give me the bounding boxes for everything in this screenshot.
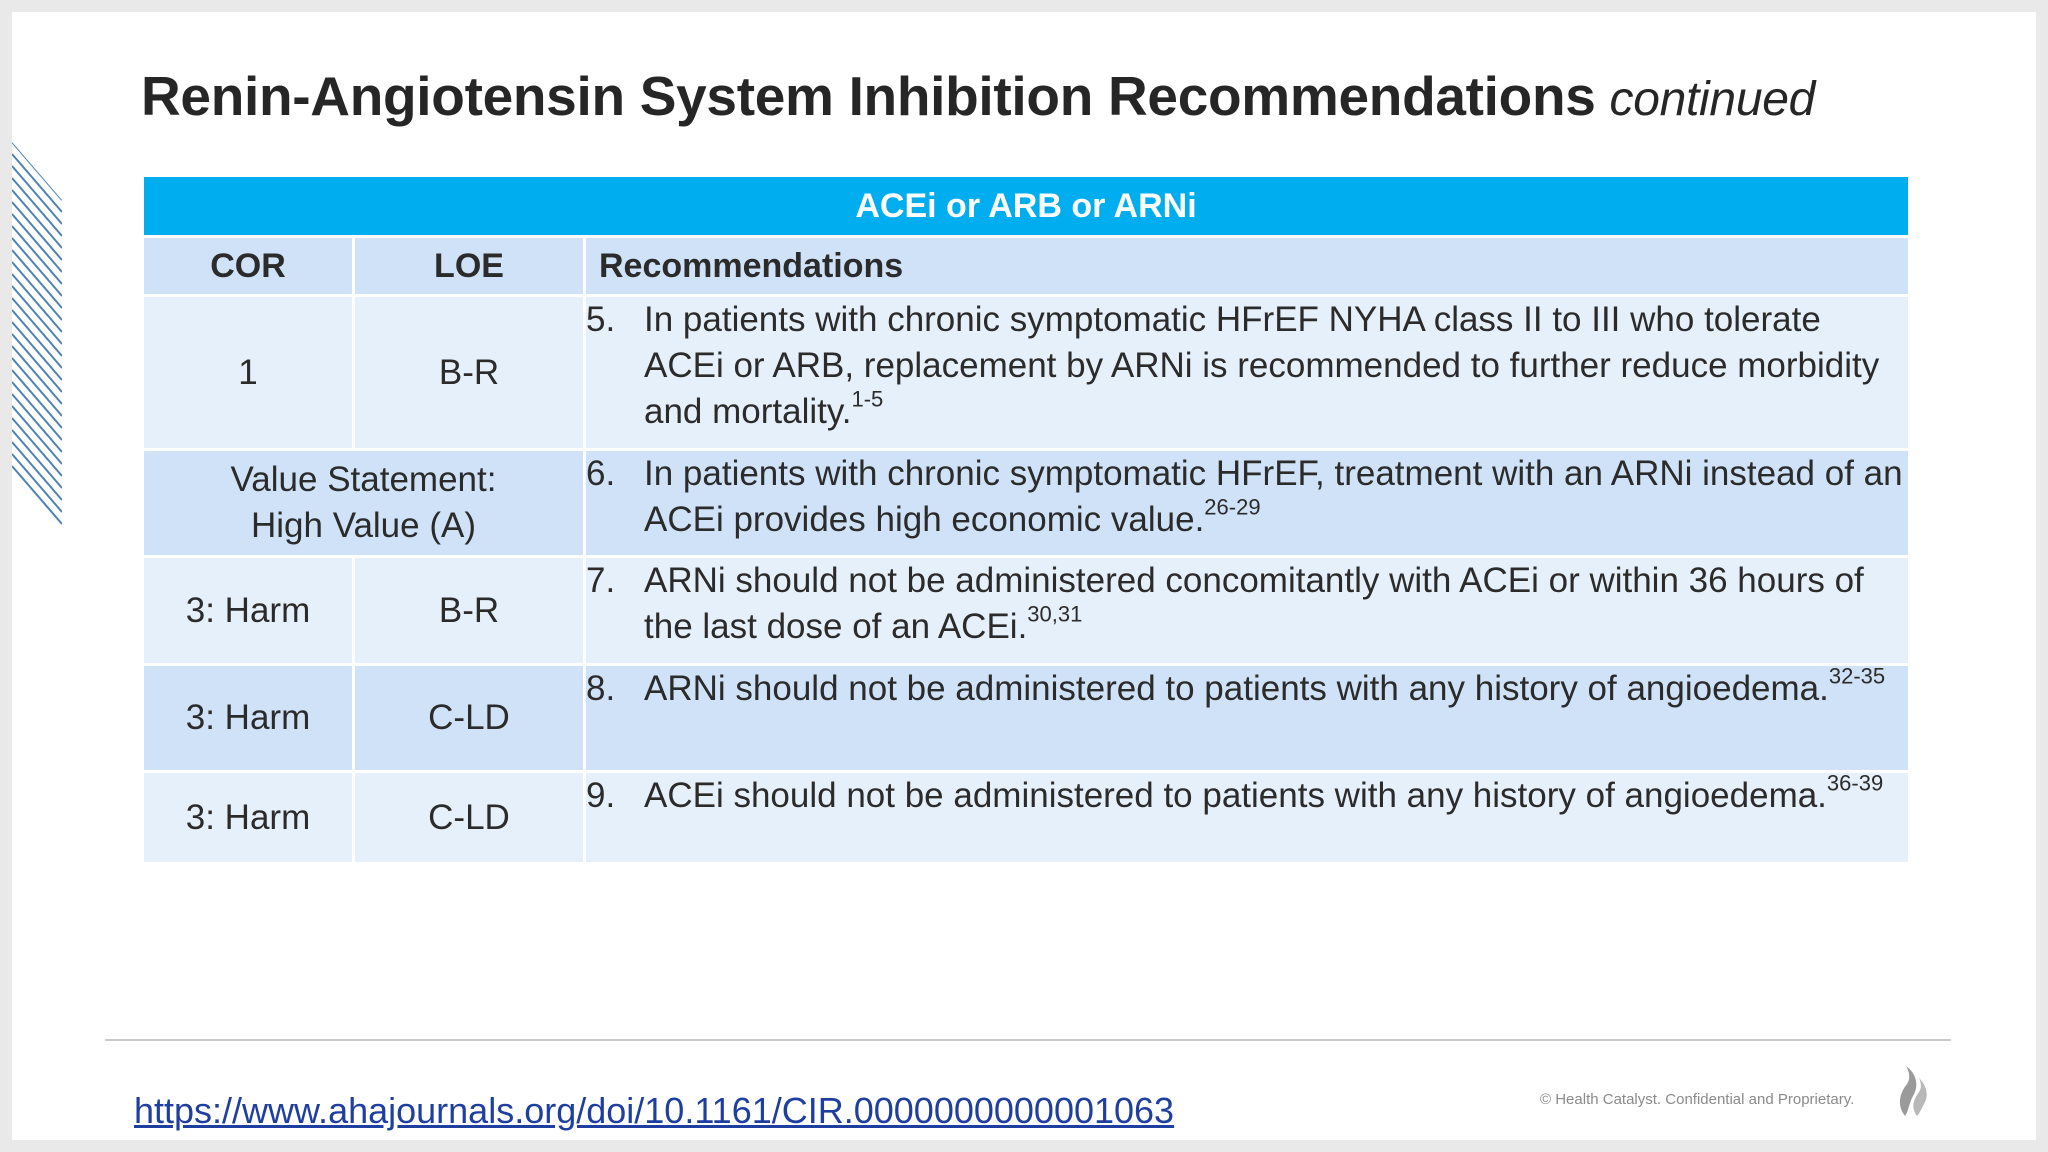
recommendation-text: In patients with chronic symptomatic HFrEF, treatment with an ARNi instead of an ACEi provides high economic value. [644, 454, 1903, 539]
table-row [143, 557, 1910, 665]
loe-cell: B-R [354, 557, 585, 665]
value-statement-cell [143, 450, 585, 557]
footer-divider [105, 1039, 1951, 1041]
cor-cell: 3: Harm [143, 665, 354, 772]
recommendation-text: ARNi should not be administered to patients with any history of angioedema. [644, 669, 1829, 708]
column-header-cor: COR [143, 237, 354, 296]
recommendation-cell [585, 772, 1910, 864]
recommendation-cell [585, 665, 1910, 772]
value-statement-value: High Value (A) [250, 506, 476, 545]
source-link[interactable]: https://www.ahajournals.org/doi/10.1161/CIR.0000000000001063 [134, 1090, 1175, 1131]
recommendation-number: 5. [586, 300, 616, 339]
recommendations-table [141, 174, 1911, 865]
diagonal-stripe-decoration [12, 142, 62, 527]
reference-superscript: 36-39 [1826, 770, 1884, 796]
loe-cell: B-R [354, 296, 585, 450]
recommendation-text: ARNi should not be administered concomitantly with ACEi or within 36 hours of the last dose of an ACEi. [644, 561, 1864, 646]
table-row [143, 296, 1910, 450]
reference-superscript: 30,31 [1027, 601, 1083, 627]
reference-superscript: 26-29 [1204, 494, 1261, 520]
title-main: Renin-Angiotensin System Inhibition Recommendations [141, 65, 1596, 127]
page-title [141, 64, 1815, 128]
cor-cell: 3: Harm [143, 557, 354, 665]
table-header-row [143, 237, 1910, 296]
copyright-notice: © Health Catalyst. Confidential and Proprietary. [1540, 1091, 1855, 1108]
table-banner: ACEi or ARB or ARNi [143, 176, 1910, 237]
cor-cell: 1 [143, 296, 354, 450]
reference-superscript: 32-35 [1828, 663, 1886, 689]
column-header-loe: LOE [354, 237, 585, 296]
loe-cell: C-LD [354, 665, 585, 772]
recommendation-number: 6. [586, 454, 616, 493]
table-row [143, 772, 1910, 864]
table-row [143, 665, 1910, 772]
title-suffix: continued [1609, 73, 1816, 126]
recommendation-cell [585, 450, 1910, 557]
table-banner-row [143, 176, 1910, 237]
recommendation-cell [585, 296, 1910, 450]
health-catalyst-flame-logo [1895, 1064, 1931, 1118]
recommendation-number: 7. [586, 561, 616, 600]
value-statement-label: Value Statement: [230, 460, 497, 499]
recommendation-number: 8. [586, 669, 616, 708]
reference-superscript: 1-5 [851, 386, 884, 412]
table-row [143, 450, 1910, 557]
recommendation-number: 9. [586, 776, 616, 815]
recommendation-text: ACEi should not be administered to patients with any history of angioedema. [644, 776, 1827, 815]
column-header-recommendations: Recommendations [585, 237, 1910, 296]
recommendation-text: In patients with chronic symptomatic HFrEF NYHA class II to III who tolerate ACEi or ARB, replacement by ARNi is recommended to further reduce morbidity and mortality. [644, 300, 1880, 431]
cor-cell: 3: Harm [143, 772, 354, 864]
loe-cell: C-LD [354, 772, 585, 864]
slide [12, 12, 2036, 1140]
recommendation-cell [585, 557, 1910, 665]
